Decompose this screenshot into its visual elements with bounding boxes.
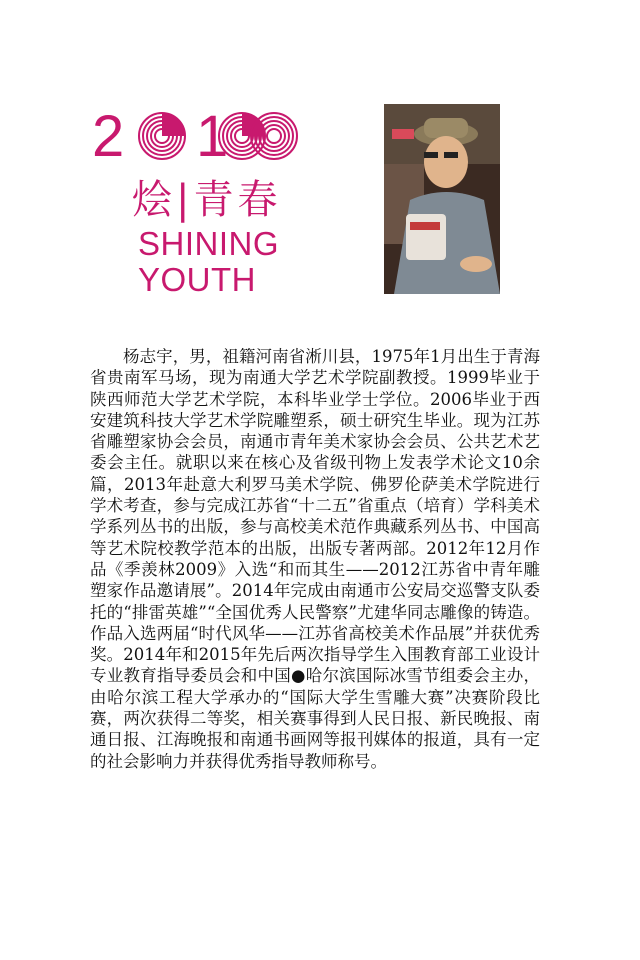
logo-digit-1: 1	[196, 104, 229, 169]
logo-digit-2: 2	[92, 104, 125, 169]
portrait-photo-icon	[384, 104, 500, 294]
vinyl-record-icon	[139, 113, 185, 159]
logo-english-line-1: SHINING	[138, 225, 280, 262]
portrait-photo	[384, 104, 500, 294]
biography-paragraph: 杨志宇，男，祖籍河南省淅川县，1975年1月出生于青海省贵南军马场，现为南通大学艺术学院副教授。1999毕业于陕西师范大学艺术学院，本科毕业学士学位。2006毕业于西安建筑科技大学艺术学院雕塑系，硕士研究生毕业。现为江苏省雕塑家协会会员，南通市青年美术家协会会员、公共艺术艺委会主任。就职以来在核心及省级刊物上发表学术论文10余篇，2013年赴意大利罗马美术学院、佛罗伦萨美术学院进行学术考查，参与完成江苏省“十二五”省重点（培育）学科美术学系列丛书的出版，参与高校美术范作典藏系列丛书、中国高等艺术院校教学范本的出版，出版专著两部。2012年12月作品《季羡林2009》入选“和而其生——2012江苏省中青年雕塑家作品邀请展”。2014年完成由南通市公安局交巡警支队委托的“排雷英雄”“全国优秀人民警察”尤建华同志雕像的铸造。作品入选两届“时代风华——江苏省高校美术作品展”并获优秀奖。2014年和2015年先后两次指导学生入围教育部工业设计专业教育指导委员会和中国●哈尔滨国际冰雪节组委会主办，由哈尔滨工程大学承办的“国际大学生雪雕大赛”决赛阶段比赛，两次获得二等奖，相关赛事得到人民日报、新民晚报、南通日报、江海晚报和南通书画网等报刊媒体的报道，具有一定的社会影响力并获得优秀指导教师称号。	[90, 347, 540, 771]
logo-chinese-title: 烩|青春	[132, 177, 282, 223]
logo-english-line-2: YOUTH	[138, 261, 256, 298]
biography	[90, 346, 540, 772]
shining-youth-logo	[92, 100, 312, 300]
logo-year-graphic	[92, 100, 312, 180]
